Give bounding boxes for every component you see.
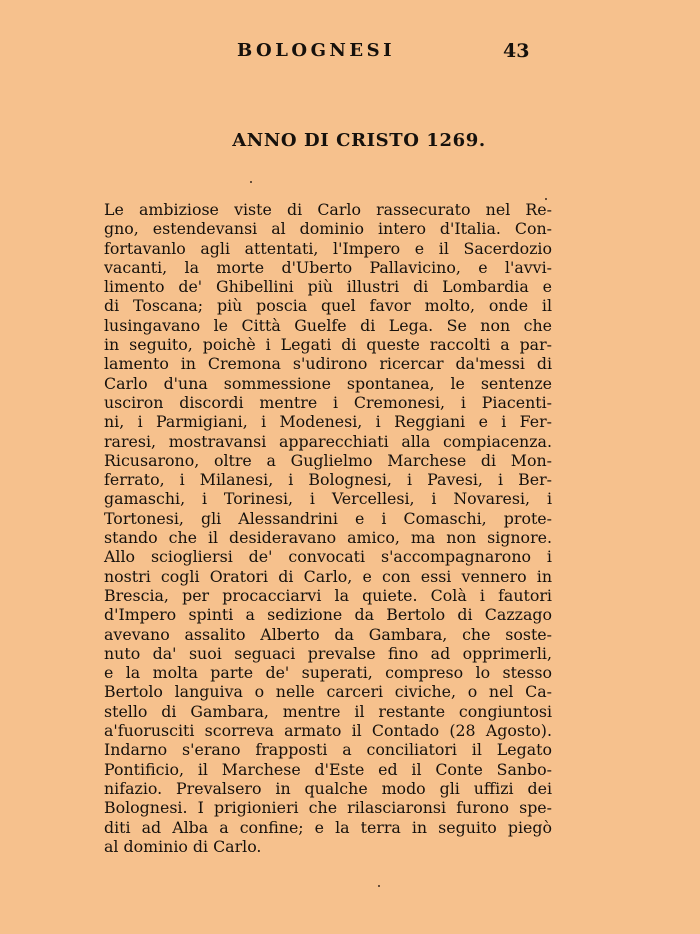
text-line: al dominio di Carlo. <box>104 836 262 856</box>
text-line: vacanti, la morte d'Uberto Pallavicino, e l'avvi- <box>104 257 552 277</box>
text-line: a'fuorusciti scorreva armato il Contado (28 Agosto). <box>104 721 552 741</box>
text-line: Ricusarono, oltre a Guglielmo Marchese di Mon- <box>104 450 552 470</box>
text-line: gno, estendevansi al dominio intero d'Italia. Con- <box>104 219 552 239</box>
text-line: Le ambiziose viste di Carlo rassecurato nel Re- <box>104 200 552 219</box>
text-line: gamaschi, i Torinesi, i Vercellesi, i Novaresi, i <box>104 489 552 509</box>
text-line: diti ad Alba a confine; e la terra in seguito piegò <box>104 817 552 837</box>
text-line: nuto da' suoi seguaci prevalse fino ad opprimerli, <box>104 643 552 663</box>
text-line: ni, i Parmigiani, i Modenesi, i Reggiani e i Fer- <box>104 412 552 432</box>
text-line: fortavanlo agli attentati, l'Impero e il Sacerdozio <box>104 238 552 258</box>
text-line: in seguito, poichè i Legati di queste raccolti a par- <box>104 335 552 355</box>
text-line: nostri cogli Oratori di Carlo, e con essi vennero in <box>104 566 552 586</box>
print-speck <box>545 198 547 200</box>
text-line: Indarno s'erano frapposti a conciliatori il Legato <box>104 740 552 760</box>
text-line: lamento in Cremona s'udirono ricercar da'messi di <box>104 354 552 374</box>
text-line: Bolognesi. I prigionieri che rilasciaronsi furono spe- <box>104 798 552 818</box>
print-speck <box>378 885 380 887</box>
print-speck <box>250 181 252 183</box>
section-heading: ANNO DI CRISTO 1269. <box>232 130 486 151</box>
text-line: d'Impero spinti a sedizione da Bertolo di Cazzago <box>104 605 552 625</box>
text-line: nifazio. Prevalsero in qualche modo gli uffizi dei <box>104 778 552 798</box>
text-line: usciron discordi mentre i Cremonesi, i Piacenti- <box>104 392 552 412</box>
text-line: lusingavano le Città Guelfe di Lega. Se non che <box>104 315 552 335</box>
text-line: stello di Gambara, mentre il restante congiuntosi <box>104 701 552 721</box>
text-line: stando che il desideravano amico, ma non signore. <box>104 528 552 548</box>
text-line: ferrato, i Milanesi, i Bolognesi, i Pavesi, i Ber- <box>104 470 552 490</box>
text-line: Pontificio, il Marchese d'Este ed il Conte Sanbo- <box>104 759 552 779</box>
text-line: Tortonesi, gli Alessandrini e i Comaschi, prote- <box>104 508 552 528</box>
running-title: BOLOGNESI <box>237 40 396 61</box>
text-line: Brescia, per procacciarvi la quiete. Colà i fautori <box>104 585 552 605</box>
text-line: avevano assalito Alberto da Gambara, che soste- <box>104 624 552 644</box>
text-line: raresi, mostravansi apparecchiati alla compiacenza. <box>104 431 552 451</box>
body-paragraph <box>104 200 552 856</box>
text-line: Allo sciogliersi de' convocati s'accompagnarono i <box>104 547 552 567</box>
text-line: Bertolo languiva o nelle carceri civiche, o nel Ca- <box>104 682 552 702</box>
running-head <box>0 40 700 64</box>
text-line: Carlo d'una sommessione spontanea, le sentenze <box>104 373 552 393</box>
text-line: limento de' Ghibellini più illustri di Lombardia e <box>104 277 552 297</box>
text-line: e la molta parte de' superati, compreso lo stesso <box>104 663 552 683</box>
page-number: 43 <box>503 40 530 62</box>
text-line: di Toscana; più poscia quel favor molto, onde il <box>104 296 552 316</box>
